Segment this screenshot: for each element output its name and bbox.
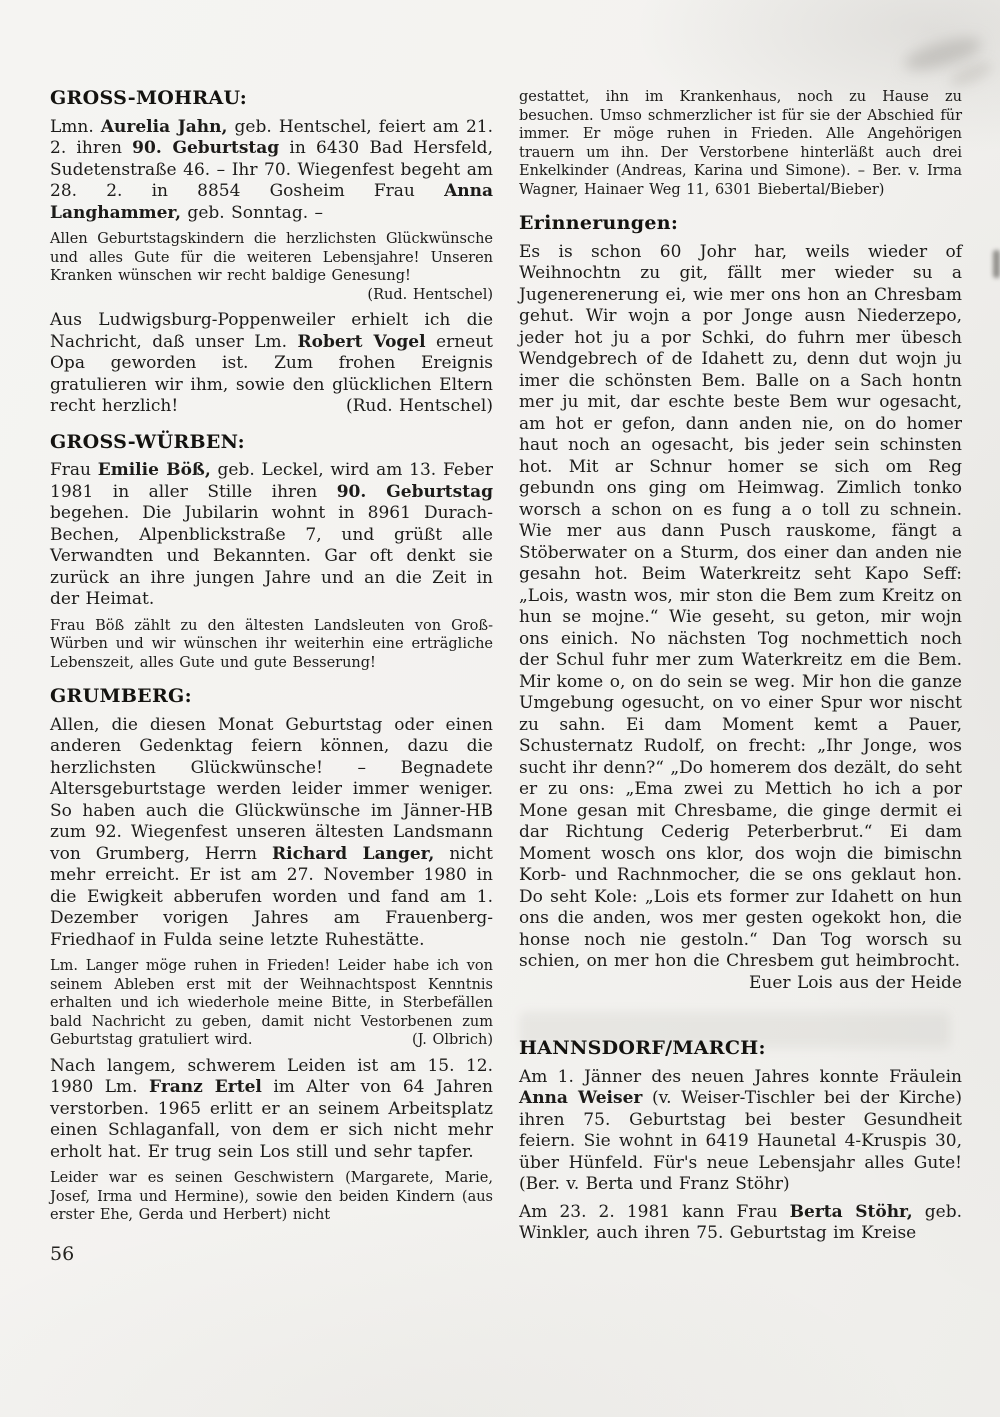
text-run: geb. Sonntag. – xyxy=(181,202,324,223)
attribution: (Rud. Hentschel) xyxy=(345,396,493,416)
attribution: Euer Lois aus der Heide xyxy=(749,972,962,993)
bold-text-run: Franz Ertel xyxy=(149,1077,262,1097)
bold-text-run: Richard Langer, xyxy=(271,843,435,864)
bold-text-run: Aurelia Jahn, xyxy=(100,116,228,137)
bold-text-run: 90. Geburtstag xyxy=(336,481,493,502)
text-run: in 6430 Bad Hersfeld, Sudetenstraße 46. – Ihr 70. Wiegenfest begeht am 28. 2. in 8854 Gosheim Frau xyxy=(50,138,493,201)
paragraph xyxy=(50,230,493,304)
bold-text-run: Anna Weiser xyxy=(519,1088,643,1108)
attribution: (J. Olbrich) xyxy=(411,1032,493,1048)
paragraph xyxy=(519,1202,962,1245)
paragraph xyxy=(50,957,493,1050)
text-columns xyxy=(50,88,962,1265)
text-run: Lmn. xyxy=(50,116,101,137)
text-run: nicht mehr erreicht. Er ist am 27. November 1980 in die Ewigkeit abberufen worden und fand am 1. Dezember vorigen Jahres am Frauenberg-Friedhaof in Fulda seine letzte Ruhestätte. xyxy=(50,843,494,950)
text-run: Am 23. 2. 1981 kann Frau xyxy=(519,1201,790,1222)
text-run: Frau xyxy=(50,460,98,480)
paragraph xyxy=(50,117,493,225)
paragraph xyxy=(50,715,493,952)
bold-text-run: Anna Langhammer, xyxy=(50,181,493,223)
paragraph xyxy=(50,460,493,611)
text-run: geb. Winkler, auch ihren 75. Geburtstag im Kreise xyxy=(519,1201,962,1243)
paragraph xyxy=(50,617,493,673)
paragraph xyxy=(50,1056,493,1164)
section-heading-grumberg: GRUMBERG: xyxy=(50,685,192,707)
section-heading-erinnerungen: Erinnerungen: xyxy=(519,212,679,234)
right-column xyxy=(519,88,962,1265)
scan-edge-mark xyxy=(993,250,1000,278)
bold-text-run: Robert Vogel xyxy=(297,331,426,352)
text-run: begehen. Die Jubilarin wohnt in 8961 Durach-Bechen, Alpenblickstraße 7, und grüßt alle Verwandten und Bekannten. Gar oft denkt sie zurück an ihre jungen Jahre und an die Zeit in der Heimat. xyxy=(50,503,493,609)
text-run: erneut Opa geworden ist. Zum frohen Ereignis gratulieren wir ihm, sowie den glücklichen Eltern recht herzlich! xyxy=(50,331,493,416)
paragraph xyxy=(50,310,493,418)
text-run: Leider war es seinen Geschwistern (Margarete, Marie, Josef, Irma und Hermine), sowie den beiden Kindern (aus erster Ehe, Gerda und Herbert) nicht xyxy=(50,1170,493,1223)
attribution: (Rud. Hentschel) xyxy=(367,286,493,303)
text-run: Aus Ludwigsburg-Poppenweiler erhielt ich die Nachricht, daß unser Lm. xyxy=(50,310,493,352)
text-run: Lm. Langer möge ruhen in Frieden! Leider habe ich von seinem Ableben erst mit der Weihnachtspost Kenntnis erhalten und ich wiederhole meine Bitte, in Sterbefällen bald Nachricht zu geben, damit nicht Vestorbenen zum Geburtstag gratuliert wird. xyxy=(50,958,493,1048)
text-run: Allen, die diesen Monat Geburtstag oder einen anderen Gedenktag feiern können, dazu die herzlichsten Glückwünsche! – Begnadete Altersgeburtstage werden leider immer weniger. So haben auch die Glückwünsche im Jänner-HB zum 92. Wiegenfest unseren ältesten Landsmann von Grumberg, Herrn xyxy=(50,714,493,864)
paragraph xyxy=(519,88,962,199)
text-run: Allen Geburtstagskindern die herzlichsten Glückwünsche und alles Gute für die weiteren Lebensjahre! Unseren Kranken wünschen wir recht baldige Genesung! xyxy=(50,231,493,284)
left-column xyxy=(50,88,493,1265)
bold-text-run: Emilie Böß, xyxy=(97,460,211,480)
text-run: im Alter von 64 Jahren verstorben. 1965 erlitt er an seinem Arbeitsplatz einen Schlaganfall, von dem er sich nicht mehr erholt hat. Er trug sein Los still und sehr tapfer. xyxy=(50,1077,493,1162)
bold-text-run: Berta Stöhr, xyxy=(789,1201,913,1222)
text-run: Nach langem, schwerem Leiden ist am 15. 12. 1980 Lm. xyxy=(50,1055,493,1097)
bold-text-run: 90. Geburtstag xyxy=(132,138,280,158)
text-run: gestattet, ihn im Krankenhaus, noch zu Hause zu besuchen. Umso schmerzlicher ist für sie der Abschied für immer. Er möge ruhen in Frieden. Alle Angehörigen trauern um ihn. Der Verstorbene hinterläßt auch drei Enkelkinder (Andreas, Karina und Simone). – Ber. v. Irma Wagner, Hainaer Weg 11, 6301 Biebertal/Bieber) xyxy=(519,89,962,198)
text-run: Es is schon 60 Johr har, weils wieder of Weihnochtn zu git, fällt mer wieder su a Jugenerenerung ei, wie mer ons hon an Chresbam gehut. Wir wojn a por Jonge ausn Niederzepo, jeder hot ju a por Schki, do fuhrn mer übesch Wendgebrech of de Idahett zu, denn dut wojn ju imer die schönsten Bem. Balle on a Sach hontn mer ju mit, dar eschte beste Bem wur ogesacht, am hot er gefon, dann anden nie, on do homer haut noch an ogesacht, bis jeder sein schinsten hot. Mit ar Schnur homer se sich om Reg gebundn ons ging om Heimwag. Zimlich tonko worsch a schon on es fung a o toll zu schnein. Wie mer aus dann Pusch rauskome, fängt a Stöberwater on a Sturm, dos einer dan anden nie gesahn hot. Beim Waterkreitz seht Kapo Seff: „Lois, wastn wos, mir ston die Bem zum Kreitz on hun se mojne.“ Wie geseht, su geton, mir wojn ons einich. No nächsten Tog nochmettich noch der Schul fuhr mer zum Waterkreitz em die Bem. Mir kome o, on do sein se weg. Mir hon die ganze Umgebung ogesucht, on vo einer Spur wor nischt zu sahn. Ei dam Moment kemt a Pauer, Schusternatz Rudolf, on frecht: „Ihr Jonge, wos sucht ihr denn?“ „Do homerem dos dezält, do seht er zu ons: „Ema zwei zu Mettich ho ich a por Mone gesan mit Chresbame, die ginge dermit ei dar Richtung Cederig Peterberbrut.“ Ei dam Moment wosch ons klor, dos wojn die bimischn Korb- und Rachnmocher, die se ons geklaut hon. Do seht Kole: „Lois ets former zur Idahett on hun ons die anden, wos mer gesten ogekokt hon, die honse noch nie gestoln.“ Dan Tog worsch su schien, on mer hon die Chresbem gut heimbrocht. xyxy=(519,241,962,971)
text-run: (v. Weiser-Tischler bei der Kirche) ihren 75. Geburtstag bei bester Gesundheit feiern. Sie wohnt in 6419 Haunetal 4-Kruspis 30, über Hünfeld. Für's neue Lebensjahr alles Gute! (Ber. v. Berta und Franz Stöhr) xyxy=(519,1088,963,1194)
paragraph xyxy=(50,1169,493,1225)
text-run: Am 1. Jänner des neuen Jahres konnte Fräulein xyxy=(519,1066,962,1087)
page-number: 56 xyxy=(50,1242,75,1265)
text-run: geb. Hentschel, feiert am 21. 2. ihren xyxy=(50,116,493,158)
section-heading-gross-würben: GROSS-WÜRBEN: xyxy=(50,430,245,453)
text-run: Frau Böß zählt zu den ältesten Landsleuten von Groß-Würben und wir wünschen ihr weiterhin eine erträgliche Lebenszeit, alles Gute und gute Besserung! xyxy=(50,617,493,671)
text-run: geb. Leckel, wird am 13. Feber 1981 in aller Stille ihren xyxy=(50,460,493,502)
section-heading-gross-mohrau: GROSS-MOHRAU: xyxy=(50,87,248,109)
paragraph xyxy=(519,1067,962,1196)
section-heading-hannsdorf-march: HANNSDORF/MARCH: xyxy=(519,1037,766,1059)
column-spacer xyxy=(519,1000,962,1024)
paragraph xyxy=(519,242,962,995)
